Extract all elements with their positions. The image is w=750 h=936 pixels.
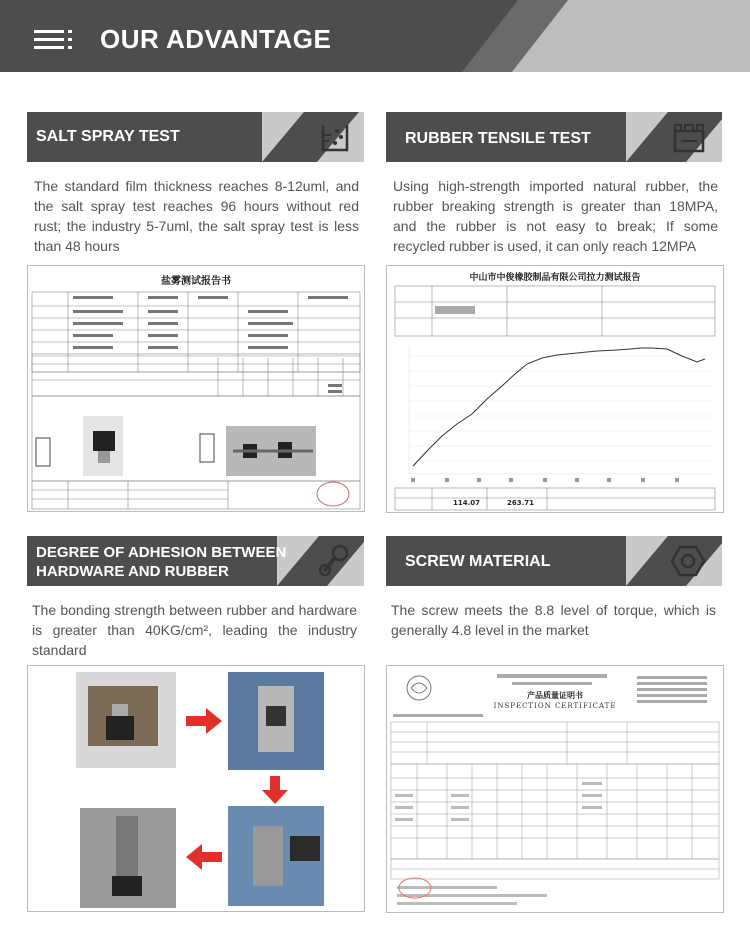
page-title: OUR ADVANTAGE [100,24,332,54]
section-title-line2: HARDWARE AND RUBBER [36,563,229,580]
wrench-icon [316,543,352,579]
certificate-subtitle: INSPECTION CERTIFICATE [493,702,617,710]
adhesion-header [27,536,364,586]
section-title: SALT SPRAY TEST [36,128,180,145]
salt-spray-report-image [27,265,365,512]
tensile-value-1: 114.07 [453,499,481,507]
down-arrow-icon [262,776,288,804]
right-arrow-icon [186,708,222,734]
section-title: SCREW MATERIAL [405,553,551,570]
adhesion-test-illustration [28,666,364,911]
top-banner [0,0,750,72]
hex-nut-icon [670,543,706,579]
section-title-line1: DEGREE OF ADHESION BETWEEN [36,544,287,561]
adhesion-test-photos [27,665,365,912]
beaker-icon [317,119,353,155]
tensile-value-2: 263.71 [507,499,535,507]
adhesion-description: The bonding strength between rubber and hardware is greater than 40KG/cm², leading the industry standard [32,602,357,658]
certificate-table [387,666,723,912]
report-table [28,266,364,511]
screw-material-description: The screw meets the 8.8 level of torque, which is generally 4.8 level in the market [391,602,716,638]
report-title: 盐雾测试报告书 [161,276,231,287]
salt-spray-description: The standard film thickness reaches 8-12uml, and the salt spray test reaches 96 hours without red rust; the industry 5-7uml, the salt spray test is less than 48 hours [34,178,359,254]
tensile-report-image [386,265,724,513]
menu-icon[interactable] [34,30,72,50]
screw-material-header [386,536,722,586]
section-title: RUBBER TENSILE TEST [405,130,591,147]
rubber-tensile-header [386,112,722,162]
tensile-chart [387,266,723,512]
certificate-title: 产品质量证明书 [527,690,583,700]
rubber-tensile-description: Using high-strength imported natural rubber, the rubber breaking strength is greater than 18MPA, and the rubber is not easy to break; If some recycled rubber is used, it can only reach 12MPA [393,178,718,254]
inspection-certificate-image [386,665,724,913]
report-title: 中山市中俊橡胶制品有限公司拉力测试报告 [469,273,641,283]
salt-spray-header [27,112,364,162]
left-arrow-icon [186,844,222,870]
box-icon [671,119,707,155]
